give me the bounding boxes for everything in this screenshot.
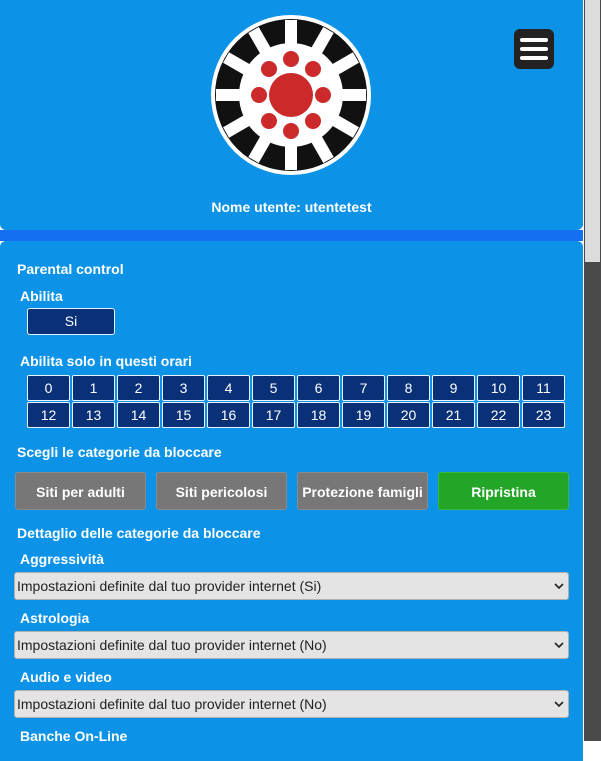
hour-button-23[interactable]: 23	[522, 402, 565, 428]
category-name: Aggressività	[20, 551, 105, 567]
select-value: Impostazioni definite dal tuo provider internet (No)	[17, 637, 327, 653]
hour-button-20[interactable]: 20	[387, 402, 430, 428]
adult-sites-button[interactable]: Siti per adulti	[15, 472, 146, 510]
hour-button-2[interactable]: 2	[117, 375, 160, 401]
category-name: Audio e video	[20, 669, 112, 685]
hour-button-17[interactable]: 17	[252, 402, 295, 428]
hour-button-8[interactable]: 8	[387, 375, 430, 401]
details-label: Dettaglio delle categorie da bloccare	[17, 525, 261, 541]
hour-button-14[interactable]: 14	[117, 402, 160, 428]
hour-button-13[interactable]: 13	[72, 402, 115, 428]
hour-button-22[interactable]: 22	[477, 402, 520, 428]
dangerous-sites-button[interactable]: Siti pericolosi	[156, 472, 287, 510]
hour-button-4[interactable]: 4	[207, 375, 250, 401]
select-value: Impostazioni definite dal tuo provider internet (No)	[17, 696, 327, 712]
hour-button-9[interactable]: 9	[432, 375, 475, 401]
scrollbar[interactable]	[584, 0, 601, 741]
hamburger-menu-icon[interactable]	[514, 29, 554, 69]
category-select[interactable]	[14, 690, 569, 718]
chevron-down-icon	[554, 700, 564, 708]
username-label: Nome utente: utentetest	[211, 199, 372, 215]
enable-select[interactable]: Si	[27, 308, 115, 335]
hour-button-0[interactable]: 0	[27, 375, 70, 401]
logo	[211, 15, 371, 175]
enable-label: Abilita	[20, 288, 63, 304]
hours-label: Abilita solo in questi orari	[20, 353, 192, 369]
hour-button-7[interactable]: 7	[342, 375, 385, 401]
select-value: Impostazioni definite dal tuo provider internet (Si)	[17, 578, 322, 594]
hour-button-5[interactable]: 5	[252, 375, 295, 401]
hour-button-16[interactable]: 16	[207, 402, 250, 428]
hour-button-18[interactable]: 18	[297, 402, 340, 428]
category-name: Astrologia	[20, 610, 90, 626]
hour-button-21[interactable]: 21	[432, 402, 475, 428]
hour-button-11[interactable]: 11	[522, 375, 565, 401]
scrollbar-thumb[interactable]	[585, 0, 600, 262]
category-name: Banche On-Line	[20, 728, 128, 744]
hour-button-12[interactable]: 12	[27, 402, 70, 428]
category-select[interactable]	[14, 572, 569, 600]
chevron-down-icon	[554, 582, 564, 590]
hour-button-15[interactable]: 15	[162, 402, 205, 428]
reset-button[interactable]: Ripristina	[438, 472, 569, 510]
family-protection-button[interactable]: Protezione famigli	[297, 472, 428, 510]
chevron-down-icon	[554, 641, 564, 649]
hour-button-6[interactable]: 6	[297, 375, 340, 401]
divider	[0, 230, 583, 241]
category-select[interactable]	[14, 631, 569, 659]
hour-button-19[interactable]: 19	[342, 402, 385, 428]
categories-label: Scegli le categorie da bloccare	[17, 444, 222, 460]
hour-button-1[interactable]: 1	[72, 375, 115, 401]
header	[0, 0, 583, 230]
hour-button-10[interactable]: 10	[477, 375, 520, 401]
hour-button-3[interactable]: 3	[162, 375, 205, 401]
section-title: Parental control	[17, 261, 124, 277]
